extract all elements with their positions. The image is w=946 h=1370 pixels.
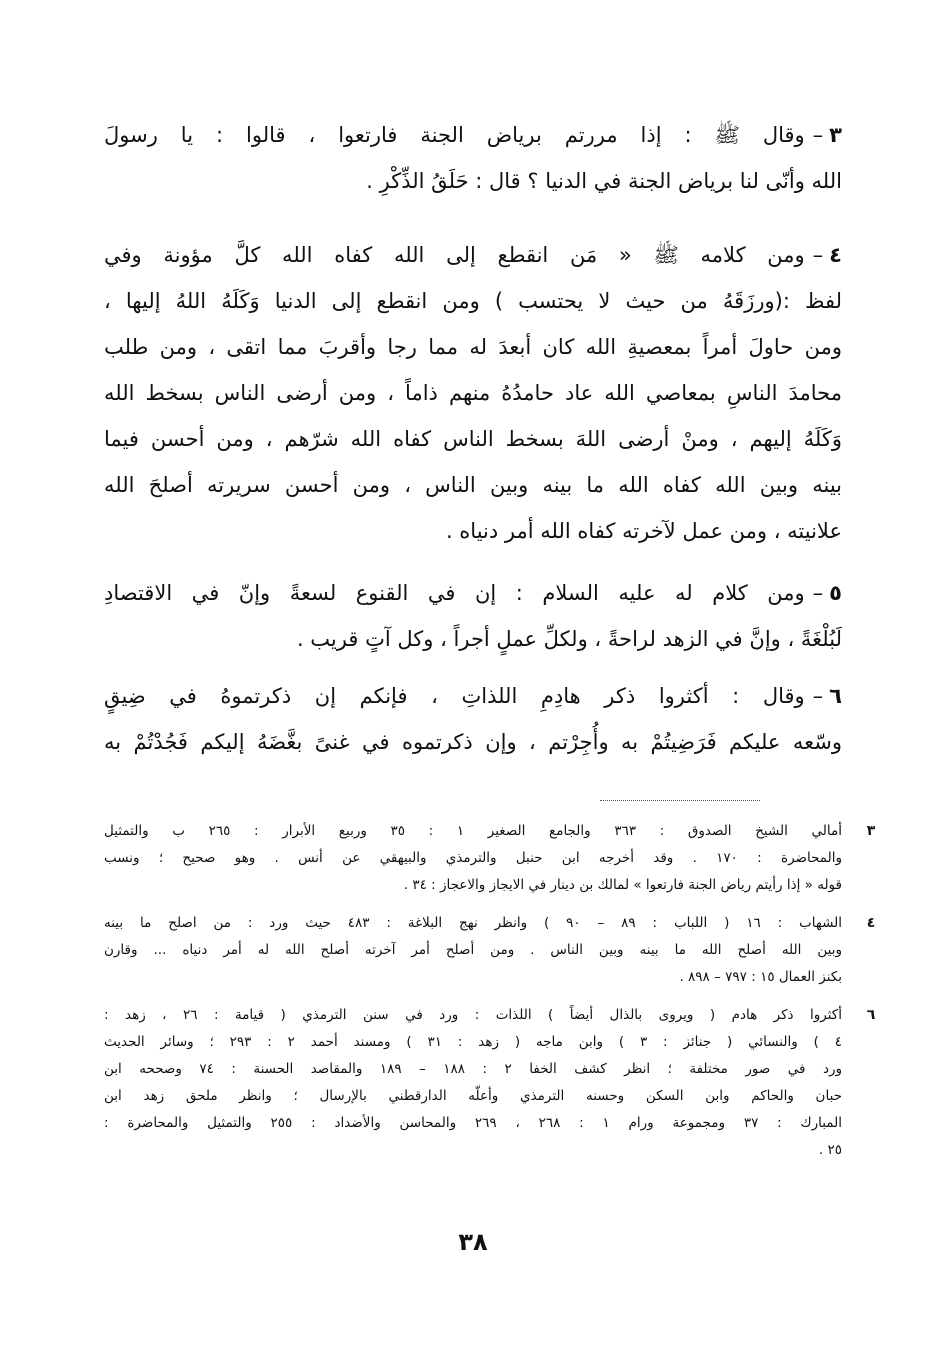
paragraph-line: لَبُلْغَةً ، وإنَّ في الزهد لراحةً ، ولكلِّ عملٍ أجراً ، وكل آتٍ قريب . xyxy=(296,627,842,651)
footnote-number: ٦ xyxy=(866,1007,876,1023)
footnote-number: ٣ xyxy=(866,823,876,839)
paragraph-line: لفظ :(ورزَقَهُ من حيث لا يحتسب ) ومن انقطع إلى الدنيا وَكَلَهُ اللهُ إليها ، xyxy=(104,289,842,313)
paragraph-6 xyxy=(104,673,842,765)
footnote-line: أمالي الشيخ الصدوق : ٣٦٣ والجامع الصغير ١ : ٣٥ وربيع الأبرار : ٢٦٥ ب والتمثيل xyxy=(104,823,842,839)
footnote-line: الشهاب : ١٦ ( اللباب : ٨٩ – ٩٠ ) وانظر نهج البلاغة : ٤٨٣ حيث ورد : من اصلح ما بينه xyxy=(104,915,842,931)
footnote-line: قوله « إذا رأيتم رياض الجنة فارتعوا » لمالك بن دينار في الايجاز والاعجاز : ٣٤ . xyxy=(403,877,842,893)
paragraph-line: ٣–وقال ﷺ : إذا مررتم برياض الجنة فارتعوا ، قالوا : يا رسولَ xyxy=(104,123,842,147)
paragraph-line: ٦–وقال : أكثروا ذكر هادِمِ اللذاتِ ، فإنكم إن ذكرتموهُ في ضِيقٍ xyxy=(104,684,842,708)
paragraph-line: وسّعه عليكم فَرَضِيتُمْ به وأُجِرْتم ، وإن ذكرتموه في غنىً بغَّضَهُ إليكم فَجُدْتُمْ به xyxy=(104,730,842,754)
footnote-line: أكثروا ذكر هادم ( ويروى بالذال أيضاً ) اللذات : ورد في سنن الترمذي ( قيامة : ٢٦ ، زهد : xyxy=(104,1007,842,1023)
footnote-number: ٤ xyxy=(866,915,876,931)
footnote-line: بكنز العمال ١٥ : ٧٩٧ – ٨٩٨ . xyxy=(679,969,842,985)
paragraph-number: ٣ xyxy=(829,123,842,147)
footnote-4 xyxy=(104,910,876,991)
footnote-line: ورد في صور مختلفة ؛ انظر كشف الخفا ٢ : ١٨٨ – ١٨٩ والمقاصد الحسنة : ٧٤ وصححه ابن xyxy=(104,1061,842,1077)
footnote-line: المبارك : ٣٧ ومجموعة ورام ١ : ٢٦٨ ، ٢٦٩ والمحاسن والأضداد : ٢٥٥ والتمثيل والمحاضرة : xyxy=(104,1115,842,1131)
paragraph-line: الله وأنّى لنا برياض الجنة في الدنيا ؟ قال : حَلَقُ الذِّكْرِ . xyxy=(366,169,842,193)
paragraph-number: ٤ xyxy=(829,243,842,267)
page-number: ٣٨ xyxy=(458,1228,488,1256)
footnote-line: والمحاضرة : ١٧٠ . وقد أخرجه ابن حنبل والترمذي والبيهقي عن أنس . وهو صحيح ؛ ونسب xyxy=(104,850,842,866)
footnote-3 xyxy=(104,818,876,899)
paragraph-line: علانيته ، ومن عمل لآخرته كفاه الله أمر دنياه . xyxy=(445,519,842,543)
paragraph-number: ٥ xyxy=(829,581,842,605)
paragraph-line: بينه وبين الله كفاه الله ما بينه وبين الناس ، ومن أحسن سريرته أصلحَ الله xyxy=(104,473,842,497)
paragraph-line: ومن حاولَ أمراً بمعصيةِ الله كان أبعدَ له مما رجا وأقربَ مما اتقى ، ومن طلب xyxy=(104,335,842,359)
footnote-line: وبين الله أصلح الله ما بينه وبين الناس . ومن أصلح أمر آخرته أصلح الله له أمر دنياه ... وقارن xyxy=(104,942,842,958)
paragraph-4 xyxy=(104,232,842,554)
footnote-line: حبان والحاكم وابن السكن وحسنه الترمذي وأعلّه الدارقطني بالإرسال ؛ وانظر ملحق زهد ابن xyxy=(104,1088,842,1104)
footnote-line: ٤ ) والنسائي ( جنائز : ٣ ) وابن ماجه ( زهد : ٣١ ) ومسند أحمد ٢ : ٢٩٣ ؛ وسائر الحديث xyxy=(104,1034,842,1050)
paragraph-line: محامدَ الناسِ بمعاصي الله عاد حامدُهُ منهم ذاماً ، ومن أرضى الناس بسخط الله xyxy=(104,381,842,405)
paragraph-3 xyxy=(104,112,842,204)
paragraph-line: ٥–ومن كلام له عليه السلام : إن في القنوع لسعةً وإنّ في الاقتصادِ xyxy=(104,581,842,605)
paragraph-number: ٦ xyxy=(829,684,842,708)
paragraph-line: ٤–ومن كلامه ﷺ « مَن انقطع إلى الله كفاه الله كلَّ مؤونة وفي xyxy=(104,243,842,267)
footnote-line: ٢٥ . xyxy=(818,1142,842,1158)
footnote-6 xyxy=(104,1002,876,1164)
paragraph-line: وَكَلَهُ إليهم ، ومنْ أرضى اللهَ بسخط الناس كفاه الله شرّهم ، ومن أحسن فيما xyxy=(104,427,842,451)
paragraph-5 xyxy=(104,570,842,662)
footnote-separator xyxy=(600,800,760,801)
